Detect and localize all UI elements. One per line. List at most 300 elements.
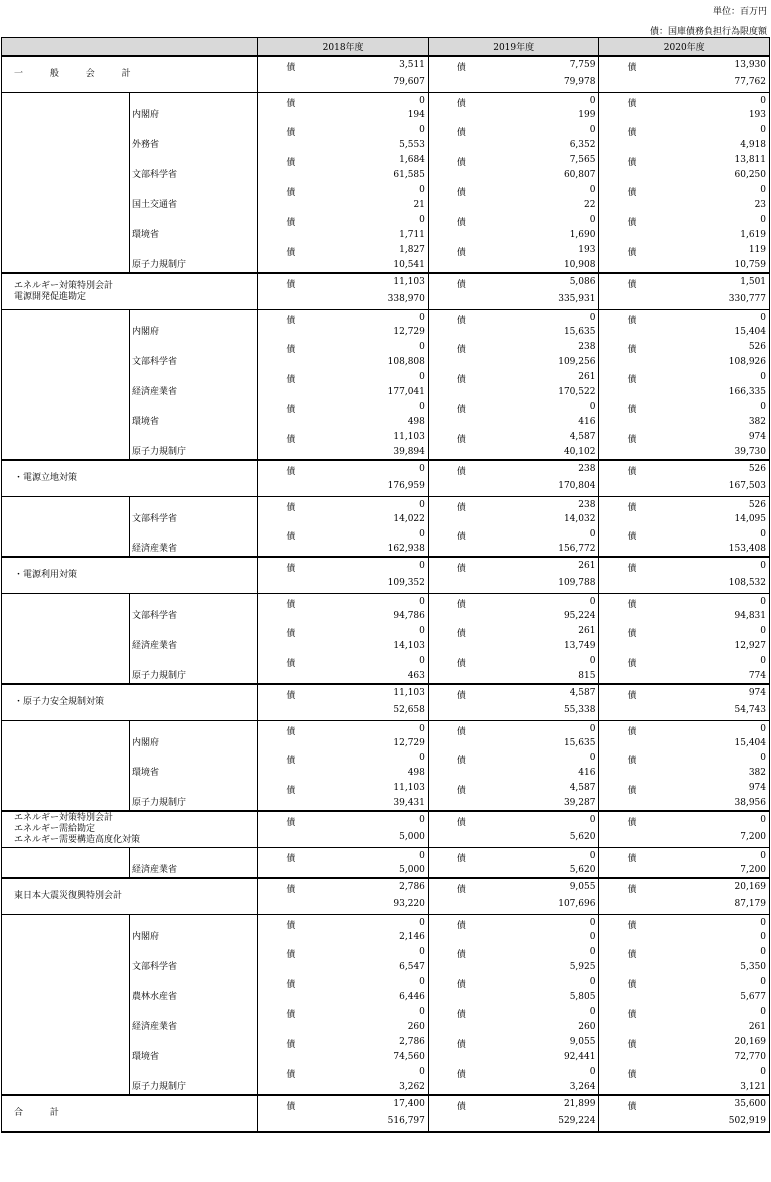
bond-mark: 債 — [456, 218, 466, 228]
year-value-cell — [599, 182, 769, 212]
indent-divider — [129, 594, 130, 623]
budget-value: 170,804 — [558, 481, 596, 491]
budget-value: 94,786 — [393, 611, 425, 621]
unit-note: 単位：百万円 — [712, 7, 767, 17]
bond-mark: 債 — [456, 99, 466, 109]
row-label-cell — [2, 212, 258, 242]
indent-divider — [129, 339, 130, 369]
year-value-cell — [429, 653, 600, 683]
year-value-cell — [599, 558, 769, 593]
row-label-cell — [2, 182, 258, 212]
bond-mark: 債 — [456, 691, 466, 701]
indent-divider — [129, 848, 130, 877]
row-label-cell — [2, 1096, 258, 1131]
bond-mark: 債 — [456, 188, 466, 198]
bond-mark: 債 — [456, 1010, 466, 1020]
row-label-cell — [2, 812, 258, 847]
year-value-cell — [258, 274, 429, 309]
budget-value: 15,404 — [734, 327, 767, 337]
year-value-cell — [258, 526, 429, 556]
bond-mark: 債 — [456, 885, 466, 895]
department-row — [2, 593, 769, 623]
department-row — [2, 720, 769, 750]
budget-value: 5,620 — [569, 865, 596, 875]
bond-mark: 債 — [456, 659, 466, 669]
bond-limit-value: 0 — [589, 313, 596, 323]
year-value-cell — [258, 369, 429, 399]
department-label: 原子力規制庁 — [132, 260, 187, 270]
bond-mark: 債 — [286, 375, 296, 385]
bond-mark: 債 — [627, 63, 637, 73]
bond-mark: 債 — [286, 1010, 296, 1020]
year-value-cell — [258, 721, 429, 750]
bond-mark: 債 — [286, 218, 296, 228]
account-label — [14, 461, 77, 496]
row-label-cell — [2, 152, 258, 182]
year-value-cell — [599, 526, 769, 556]
budget-value: 5,350 — [740, 962, 767, 972]
bond-limit-value: 0 — [419, 529, 425, 539]
department-row — [2, 750, 769, 780]
bond-mark: 債 — [286, 99, 296, 109]
bond-limit-value: 0 — [589, 977, 596, 987]
account-label — [14, 1096, 71, 1131]
budget-value: 72,770 — [734, 1052, 767, 1062]
year-value-cell — [429, 1034, 600, 1064]
bond-mark: 債 — [627, 405, 637, 415]
header-year-2018: 2018年度 — [258, 38, 429, 55]
budget-value: 79,607 — [393, 77, 425, 87]
row-label-cell — [2, 1004, 258, 1034]
budget-value: 261 — [748, 1022, 767, 1032]
bond-mark: 債 — [456, 1040, 466, 1050]
bond-mark: 債 — [627, 818, 637, 828]
budget-value: 416 — [578, 768, 596, 778]
year-value-cell — [599, 461, 769, 496]
year-value-cell — [599, 57, 769, 92]
budget-value: 38,956 — [734, 798, 767, 808]
bond-limit-value: 1,827 — [399, 245, 425, 255]
account-label — [14, 274, 113, 309]
account-total-row — [2, 558, 769, 593]
bond-limit-value: 0 — [419, 724, 425, 734]
budget-value: 153,408 — [728, 544, 767, 554]
row-label-cell — [2, 242, 258, 272]
bond-mark: 債 — [627, 1040, 637, 1050]
bond-limit-value: 21,899 — [563, 1099, 596, 1109]
bond-limit-value: 11,103 — [393, 688, 425, 698]
bond-mark: 債 — [627, 691, 637, 701]
department-row — [2, 914, 769, 944]
budget-value: 10,759 — [734, 260, 767, 270]
bond-mark: 債 — [456, 435, 466, 445]
year-value-cell — [599, 721, 769, 750]
bond-mark: 債 — [627, 248, 637, 258]
bond-mark: 債 — [456, 1102, 466, 1112]
row-label-cell — [2, 558, 258, 593]
row-label-cell — [2, 721, 258, 750]
budget-value: 416 — [578, 417, 596, 427]
bond-limit-value: 526 — [748, 342, 767, 352]
year-value-cell — [599, 274, 769, 309]
department-row — [2, 653, 769, 683]
account-label — [14, 685, 104, 720]
bond-limit-value: 9,055 — [569, 1037, 596, 1047]
bond-mark: 債 — [456, 818, 466, 828]
year-value-cell — [258, 1034, 429, 1064]
bond-mark: 債 — [627, 885, 637, 895]
budget-value: 12,927 — [734, 641, 767, 651]
bond-mark: 債 — [627, 532, 637, 542]
bond-limit-value: 0 — [760, 656, 767, 666]
account-total-row — [2, 274, 769, 309]
year-value-cell — [258, 212, 429, 242]
year-value-cell — [599, 242, 769, 272]
row-label-cell — [2, 915, 258, 944]
year-value-cell — [258, 915, 429, 944]
year-value-cell — [599, 212, 769, 242]
bond-mark: 債 — [456, 600, 466, 610]
bond-mark: 債 — [456, 405, 466, 415]
account-group — [1, 685, 770, 812]
year-value-cell — [429, 848, 600, 877]
bond-limit-value: 0 — [419, 753, 425, 763]
budget-value: 3,264 — [569, 1082, 596, 1092]
indent-divider — [129, 152, 130, 182]
bond-limit-value: 0 — [760, 313, 767, 323]
year-value-cell — [258, 879, 429, 914]
bond-mark: 債 — [627, 188, 637, 198]
bond-mark: 債 — [627, 629, 637, 639]
indent-divider — [129, 122, 130, 152]
indent-divider — [129, 399, 130, 429]
department-row — [2, 429, 769, 459]
bond-limit-value: 0 — [589, 947, 596, 957]
indent-divider — [129, 497, 130, 526]
header-blank — [2, 38, 258, 55]
budget-value: 39,730 — [734, 447, 767, 457]
budget-value: 22 — [584, 200, 596, 210]
account-group — [1, 57, 770, 274]
year-value-cell — [599, 750, 769, 780]
budget-value: 21 — [413, 200, 425, 210]
year-value-cell — [599, 152, 769, 182]
budget-value: 502,919 — [728, 1116, 767, 1126]
budget-value: 94,831 — [734, 611, 767, 621]
year-value-cell — [599, 653, 769, 683]
bond-mark: 債 — [627, 280, 637, 290]
account-label-line: エネルギー対策特別会計 — [14, 280, 114, 291]
bond-mark: 債 — [286, 188, 296, 198]
bond-mark: 債 — [456, 316, 466, 326]
bond-mark: 債 — [286, 659, 296, 669]
bond-limit-value: 0 — [419, 947, 425, 957]
year-value-cell — [599, 497, 769, 526]
budget-value: 108,532 — [728, 578, 767, 588]
indent-divider — [129, 212, 130, 242]
account-label-line: 東日本大震災復興特別会計 — [14, 891, 123, 901]
budget-value: 55,338 — [563, 705, 596, 715]
bond-limit-value: 974 — [748, 688, 767, 698]
bond-mark: 債 — [627, 854, 637, 864]
department-label: 原子力規制庁 — [132, 1082, 187, 1092]
year-value-cell — [258, 623, 429, 653]
budget-value: 382 — [748, 417, 767, 427]
year-value-cell — [258, 182, 429, 212]
year-value-cell — [429, 780, 600, 810]
bond-mark: 債 — [286, 128, 296, 138]
department-label: 経済産業省 — [132, 544, 178, 554]
year-value-cell — [599, 1004, 769, 1034]
indent-divider — [129, 623, 130, 653]
bond-limit-value: 2,786 — [399, 1037, 425, 1047]
year-value-cell — [599, 122, 769, 152]
indent-divider — [129, 182, 130, 212]
bond-mark: 債 — [286, 950, 296, 960]
bond-mark: 債 — [286, 467, 296, 477]
bond-mark: 債 — [627, 158, 637, 168]
bond-limit-value: 0 — [760, 724, 767, 734]
header-year-2019: 2019年度 — [429, 38, 600, 55]
year-value-cell — [429, 339, 600, 369]
year-value-cell — [429, 429, 600, 459]
row-label-cell — [2, 1034, 258, 1064]
department-row — [2, 944, 769, 974]
row-label-cell — [2, 93, 258, 122]
year-value-cell — [258, 461, 429, 496]
budget-value: 14,032 — [563, 514, 596, 524]
bond-mark: 債 — [286, 63, 296, 73]
account-label-line: 一 般 会 計 — [14, 69, 143, 79]
department-row — [2, 1004, 769, 1034]
account-label-line: エネルギー需要構造高度化対策 — [14, 835, 141, 845]
budget-value: 1,690 — [569, 230, 596, 240]
bond-mark: 債 — [456, 128, 466, 138]
budget-value: 335,931 — [558, 294, 596, 304]
bond-limit-value: 0 — [760, 918, 767, 928]
bond-limit-value: 0 — [760, 529, 767, 539]
bond-mark: 債 — [627, 375, 637, 385]
department-row — [2, 182, 769, 212]
budget-value: 6,446 — [399, 992, 425, 1002]
year-value-cell — [258, 780, 429, 810]
year-value-cell — [429, 497, 600, 526]
budget-value: 498 — [407, 417, 425, 427]
bond-limit-value: 0 — [760, 1067, 767, 1077]
year-value-cell — [599, 915, 769, 944]
bond-mark: 債 — [456, 629, 466, 639]
bond-limit-value: 0 — [419, 1067, 425, 1077]
year-value-cell — [429, 57, 600, 92]
bond-limit-value: 261 — [578, 372, 596, 382]
bond-mark: 債 — [286, 921, 296, 931]
indent-divider — [129, 1034, 130, 1064]
indent-divider — [129, 653, 130, 683]
budget-value: 15,635 — [563, 327, 596, 337]
department-label: 環境省 — [132, 768, 160, 778]
account-total-row — [2, 57, 769, 92]
bond-mark: 債 — [456, 280, 466, 290]
budget-value: 4,918 — [740, 140, 767, 150]
bond-limit-value: 261 — [578, 561, 596, 571]
bond-mark: 債 — [627, 99, 637, 109]
row-label-cell — [2, 944, 258, 974]
year-value-cell — [429, 944, 600, 974]
budget-value: 194 — [407, 110, 425, 120]
table-body — [1, 57, 770, 1133]
department-label: 環境省 — [132, 230, 160, 240]
indent-divider — [129, 780, 130, 810]
bond-limit-value: 0 — [760, 753, 767, 763]
year-value-cell — [429, 750, 600, 780]
department-row — [2, 1034, 769, 1064]
department-row — [2, 1064, 769, 1094]
indent-divider — [129, 93, 130, 122]
year-value-cell — [258, 57, 429, 92]
bond-mark: 債 — [286, 345, 296, 355]
bond-limit-value: 7,565 — [569, 155, 596, 165]
bond-limit-value: 0 — [760, 185, 767, 195]
year-value-cell — [258, 1064, 429, 1094]
indent-divider — [129, 721, 130, 750]
bond-limit-value: 0 — [419, 215, 425, 225]
row-label-cell — [2, 339, 258, 369]
bond-limit-value: 4,587 — [569, 432, 596, 442]
indent-divider — [129, 242, 130, 272]
year-value-cell — [599, 1064, 769, 1094]
budget-value: 815 — [578, 671, 596, 681]
bond-mark: 債 — [286, 316, 296, 326]
bond-limit-value: 0 — [419, 918, 425, 928]
account-label — [14, 558, 77, 593]
indent-divider — [129, 750, 130, 780]
account-group — [1, 558, 770, 685]
department-label: 外務省 — [132, 140, 160, 150]
bond-mark: 債 — [627, 659, 637, 669]
budget-value: 60,250 — [734, 170, 767, 180]
bond-limit-value: 1,684 — [399, 155, 425, 165]
account-label — [14, 57, 143, 92]
row-label-cell — [2, 526, 258, 556]
account-label-line: ・電源利用対策 — [14, 570, 78, 580]
row-label-cell — [2, 497, 258, 526]
department-label: 原子力規制庁 — [132, 447, 187, 457]
bond-limit-value: 0 — [760, 977, 767, 987]
budget-value: 39,287 — [563, 798, 596, 808]
bond-limit-value: 0 — [419, 626, 425, 636]
bond-limit-value: 0 — [760, 947, 767, 957]
row-label-cell — [2, 429, 258, 459]
budget-value: 54,743 — [734, 705, 767, 715]
header-year-2020: 2020年度 — [663, 43, 705, 53]
budget-value: 156,772 — [558, 544, 596, 554]
department-label: 内閣府 — [132, 327, 160, 337]
year-value-cell — [599, 310, 769, 339]
bond-limit-value: 0 — [760, 597, 767, 607]
bond-mark: 債 — [627, 218, 637, 228]
budget-value: 109,256 — [558, 357, 596, 367]
budget-value: 529,224 — [558, 1116, 596, 1126]
bond-mark: 債 — [456, 1070, 466, 1080]
budget-value: 14,103 — [393, 641, 425, 651]
bond-limit-value: 0 — [589, 1067, 596, 1077]
bond-mark: 債 — [286, 727, 296, 737]
bond-limit-value: 526 — [748, 500, 767, 510]
year-value-cell — [429, 1064, 600, 1094]
bond-mark: 債 — [456, 248, 466, 258]
budget-value: 1,619 — [740, 230, 767, 240]
row-label-cell — [2, 1064, 258, 1094]
budget-value: 109,352 — [387, 578, 425, 588]
bond-mark: 債 — [286, 405, 296, 415]
bond-limit-value: 0 — [760, 626, 767, 636]
bond-limit-value: 0 — [419, 342, 425, 352]
bond-mark: 債 — [456, 921, 466, 931]
budget-value: 5,805 — [569, 992, 596, 1002]
bond-mark: 債 — [286, 786, 296, 796]
row-label-cell — [2, 461, 258, 496]
budget-value: 260 — [578, 1022, 596, 1032]
year-value-cell — [429, 461, 600, 496]
department-label: 内閣府 — [132, 110, 160, 120]
bond-limit-value: 20,169 — [734, 1037, 767, 1047]
year-value-cell — [258, 944, 429, 974]
budget-value: 5,620 — [569, 832, 596, 842]
year-value-cell — [429, 310, 600, 339]
bond-limit-value: 0 — [589, 125, 596, 135]
bond-mark: 債 — [627, 345, 637, 355]
year-value-cell — [599, 339, 769, 369]
bond-limit-value: 0 — [419, 125, 425, 135]
year-value-cell — [429, 915, 600, 944]
department-label: 農林水産省 — [132, 992, 178, 1002]
department-label: 経済産業省 — [132, 387, 178, 397]
bond-limit-value: 0 — [419, 1007, 425, 1017]
year-value-cell — [258, 122, 429, 152]
year-value-cell — [429, 812, 600, 847]
bond-mark: 債 — [286, 980, 296, 990]
budget-value: 0 — [760, 932, 767, 942]
budget-value: 108,926 — [728, 357, 767, 367]
bond-mark: 債 — [456, 786, 466, 796]
year-value-cell — [429, 152, 600, 182]
bond-note: 債：国庫債務負担行為限度額 — [649, 27, 767, 37]
bond-limit-value: 0 — [589, 215, 596, 225]
department-row — [2, 122, 769, 152]
bond-limit-value: 0 — [589, 96, 596, 106]
bond-limit-value: 0 — [760, 96, 767, 106]
bond-mark: 債 — [627, 316, 637, 326]
budget-value: 774 — [748, 671, 767, 681]
budget-value: 74,560 — [393, 1052, 425, 1062]
row-label-cell — [2, 122, 258, 152]
year-value-cell — [258, 750, 429, 780]
budget-value: 498 — [407, 768, 425, 778]
budget-value: 12,729 — [393, 327, 425, 337]
bond-mark: 債 — [286, 564, 296, 574]
indent-divider — [129, 974, 130, 1004]
bond-limit-value: 0 — [589, 597, 596, 607]
year-value-cell — [599, 974, 769, 1004]
bond-limit-value: 0 — [760, 125, 767, 135]
bond-mark: 債 — [627, 1102, 637, 1112]
account-group — [1, 812, 770, 879]
bond-limit-value: 0 — [760, 815, 767, 825]
account-label — [14, 812, 140, 847]
budget-value: 79,978 — [563, 77, 596, 87]
account-group — [1, 274, 770, 461]
bond-mark: 債 — [286, 854, 296, 864]
